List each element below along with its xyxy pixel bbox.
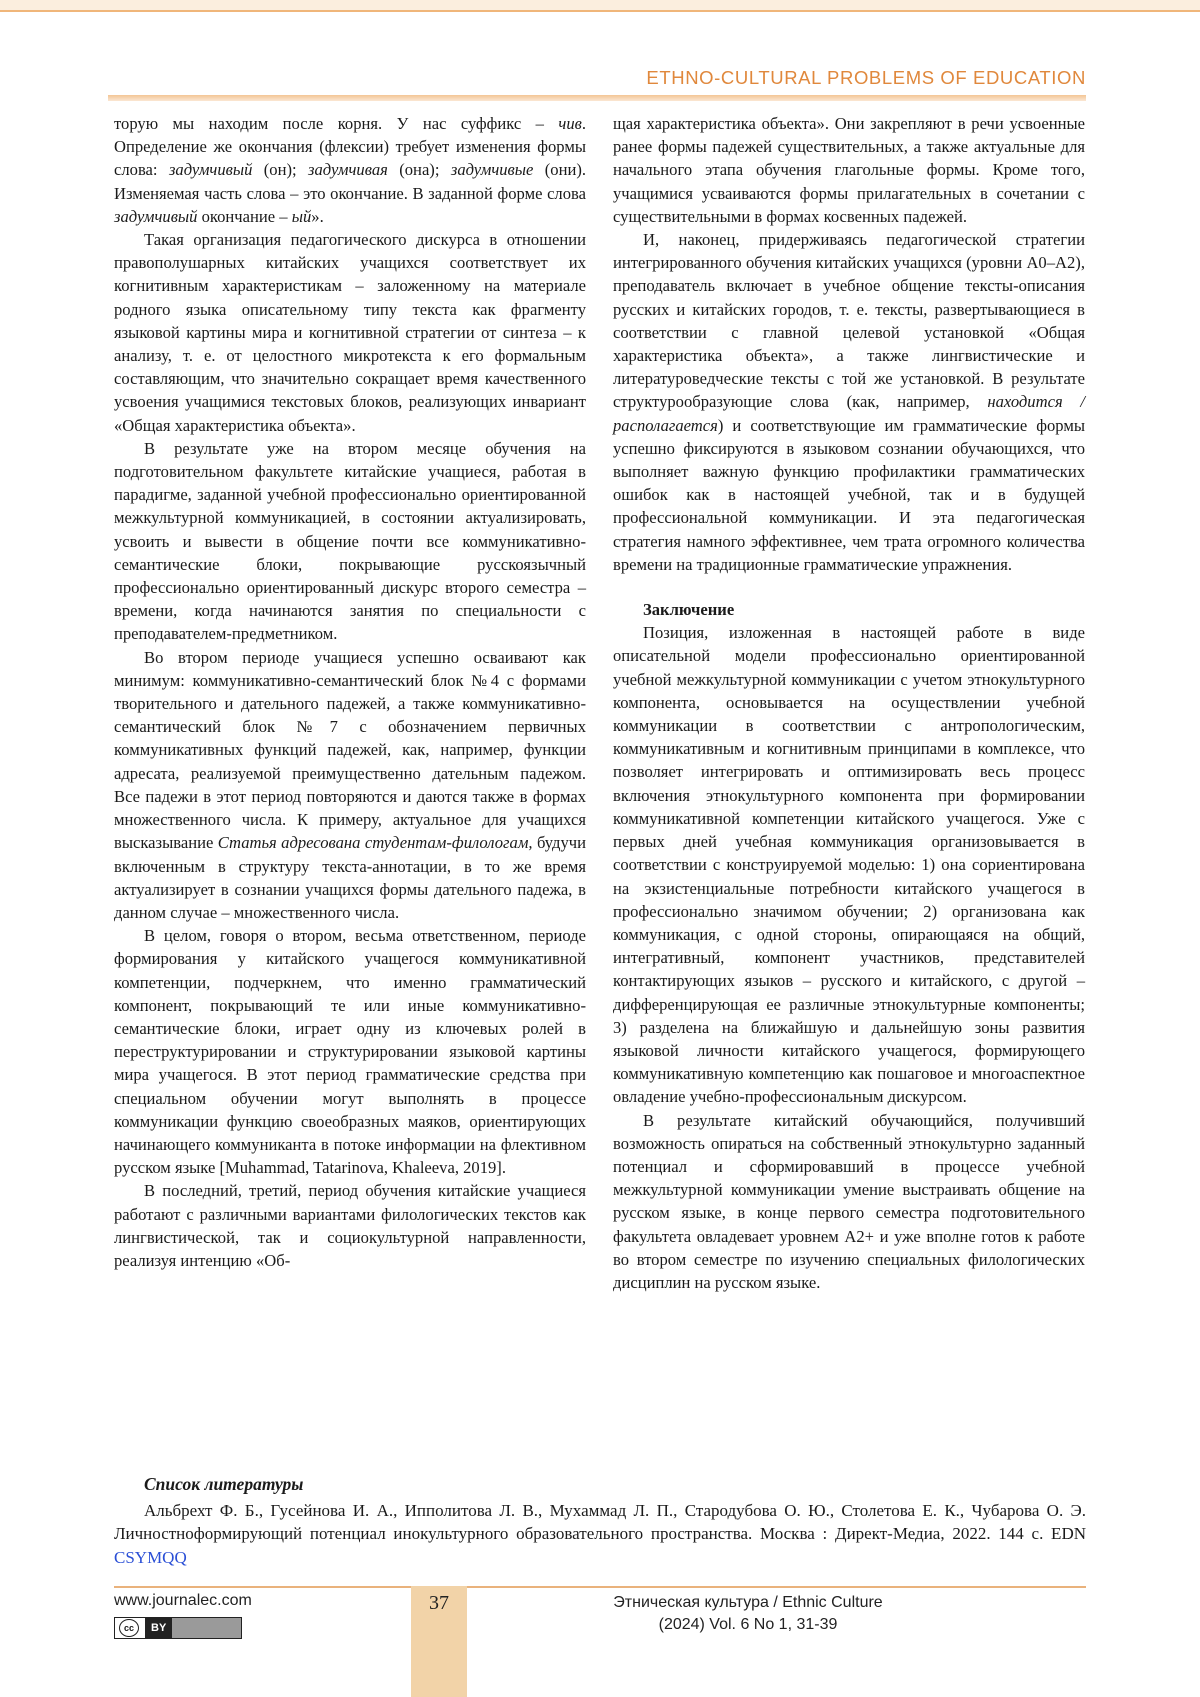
right-column	[613, 112, 1085, 1294]
cc-by-license-badge[interactable]	[114, 1617, 242, 1639]
right-paragraph-2: И, наконец, придерживаясь педагогической стратегии интегрированного обучения китайских учащихся (уровни А0–А2), преподаватель включает в учебное общение тексты-описания русских и китайских городов, т. е. тексты, развертывающиеся в соответствии с главной целевой установкой «Общая характеристика объекта», а также лингвистические и литературоведческие тексты с той же установкой. В результате структурообразующие слова (как, например, находится / располагается) и соответствующие им грамматические формы успешно фиксируются в языковом сознании обучающихся, что выполняет важную функцию профилактики грамматических ошибок как в настоящей учебной, так и в будущей профессиональной коммуникации. И эта педагогическая стратегия намного эффективнее, чем трата огромного количества времени на традиционные грамматические упражнения.	[613, 230, 1085, 574]
left-paragraph-4: Во втором периоде учащиеся успешно осваивают как минимум: коммуникативно-семантический блок №4 с формами творительного и дательного падежей, а также коммуникативно-семантический блок №7 с обозначением первичных коммуникативных функций падежей, как, например, функции адресата, реализуемой преимущественно дательным падежом. Все падежи в этот период повторяются и даются также в формах множественного числа. К примеру, актуальное для учащихся высказывание Статья адресована студентам-филологам, будучи включенным в структуру текста-аннотации, в то же время актуализирует в сознании учащихся формы дательного падежа, в данном случае – множественного числа.	[114, 647, 586, 922]
journal-url-link[interactable]: www.journalec.com	[114, 1592, 252, 1609]
creative-commons-icon: cc	[119, 1619, 139, 1637]
left-paragraph-1: торую мы находим после корня. У нас суффикс – чив. Определение же окончания (флексии) требует изменения формы слова: задумчивый (он); задумчивая (она); задумчивые (они). Изменяемая часть слова – это окончание. В заданной форме слова задумчивый окончание – ый».	[114, 114, 587, 226]
license-badge-fill	[172, 1618, 241, 1638]
journal-volume: (2024) Vol. 6 No 1, 31-39	[658, 1616, 838, 1633]
journal-name: Этническая культура / Ethnic Culture	[613, 1594, 883, 1611]
by-attribution-label: BY	[145, 1618, 172, 1638]
left-paragraph-6: В последний, третий, период обучения китайские учащиеся работают с различными вариантами филологических текстов как лингвистической, так и социокультурной направленности, реализуя интенцию «Об-	[114, 1181, 586, 1270]
top-decorative-band	[0, 0, 1200, 30]
references-section	[114, 1473, 1086, 1569]
left-paragraph-5: В целом, говоря о втором, весьма ответственном, периоде формирования у китайского учащегося коммуникативной компетенции, подчеркнем, что именно грамматический компонент, покрывающий те или иные коммуникативно-семантические блоки, играет одну из ключевых ролей в переструктурировании и структурировании языковой картины мира учащегося. В этот период грамматические средства при специальном обучении могут выполнять в процессе коммуникации функцию своеобразных маяков, ориентирующих начинающего коммуниканта в потоке информации на флективном русском языке [Muhammad, Tatarinova, Khaleeva, 2019].	[114, 926, 586, 1178]
conclusion-heading: Заключение	[643, 600, 735, 620]
references-heading: Список литературы	[144, 1474, 304, 1494]
running-header-title: ETHNO-CULTURAL PROBLEMS OF EDUCATION	[646, 67, 1086, 88]
page-number: 37	[429, 1592, 449, 1614]
left-paragraph-3: В результате уже на втором месяце обучения на подготовительном факультете китайские учащиеся, работая в парадигме, заданной учебной профессионально ориентированной межкультурной коммуникацией, в состоянии актуализировать, усвоить и вывести в общение почти все коммуникативно-семантические блоки, покрывающие русскоязычный профессионально ориентированный дискурс второго семестра – времени, когда начинаются занятия по специальности с преподавателем-предметником.	[114, 438, 586, 644]
footer-divider	[114, 1586, 1086, 1588]
right-paragraph-1: щая характеристика объекта». Они закрепляют в речи усвоенные ранее формы падежей существительных, а также актуальные для начального этапа обучения глагольные формы. Кроме того, учащимися усваиваются формы прилагательных в сочетании с существительными в формах косвенных падежей.	[613, 114, 1085, 226]
journal-citation	[598, 1592, 898, 1636]
header-divider	[108, 95, 1086, 101]
edn-link[interactable]: CSYMQQ	[114, 1547, 187, 1567]
right-paragraph-4: В результате китайский обучающийся, получивший возможность опираться на собственный этнокультурно заданный потенциал и сформировавший в процессе учебной межкультурной коммуникации умение выстраивать общение на русском языке, в конце первого семестра подготовительного факультета овладевает уровнем А2+ и уже вполне готов к работе во втором семестре по изучению специальных филологических дисциплин на русском языке.	[613, 1110, 1085, 1292]
left-paragraph-2: Такая организация педагогического дискурса в отношении правополушарных китайских учащихся соответствует их когнитивным характеристикам – заложенному на материале родного языка описательному типу текста как фрагменту языковой картины мира и когнитивной стратегии от синтеза – к анализу, т. е. от целостного микротекста к его формальным составляющим, что значительно сокращает время качественного усвоения учащимися текстовых блоков, реализующих инвариант «Общая характеристика объекта».	[114, 230, 586, 435]
right-paragraph-3: Позиция, изложенная в настоящей работе в виде описательной модели профессионально ориентированной учебной межкультурной коммуникации с учетом этнокультурного компонента, основывается на осуществлении учебной коммуникации в соответствии с антропологическим, коммуникативным и когнитивным принципами в комплексе, что позволяет интегрировать и оптимизировать весь процесс включения этнокультурного компонента при формировании коммуникативной компетенции китайского учащегося. Уже с первых дней учебная коммуникация организовывается в соответствии с конструируемой моделью: 1) она сориентирована на экзистенциальные потребности китайского учащегося в профессионально значимом обучении; 2) организована как коммуникация, с одной стороны, опирающаяся на общий, интегративный, компонент участников, представителей контактирующих языков – русского и китайского, с другой – дифференцирующая ее различные этнокультурные компоненты; 3) разделена на ближайшую и дальнейшую зоны развития языковой личности китайского учащегося, формирующего коммуникативную компетенцию как пошаговое и многоаспектное овладение учебно-профессиональным дискурсом.	[613, 623, 1085, 1107]
top-band-line	[0, 10, 1200, 12]
left-column	[114, 112, 586, 1272]
top-band-light	[0, 0, 1200, 10]
reference-item: Альбрехт Ф. Б., Гусейнова И. А., Ипполитова Л. В., Мухаммад Л. П., Стародубова О. Ю., Столетова Е. К., Чубарова О. Э. Личностноформирующий потенциал инокультурного образовательного пространства. Москва : Директ-Медиа, 2022. 144 с. EDN CSYMQQ	[114, 1500, 1086, 1567]
